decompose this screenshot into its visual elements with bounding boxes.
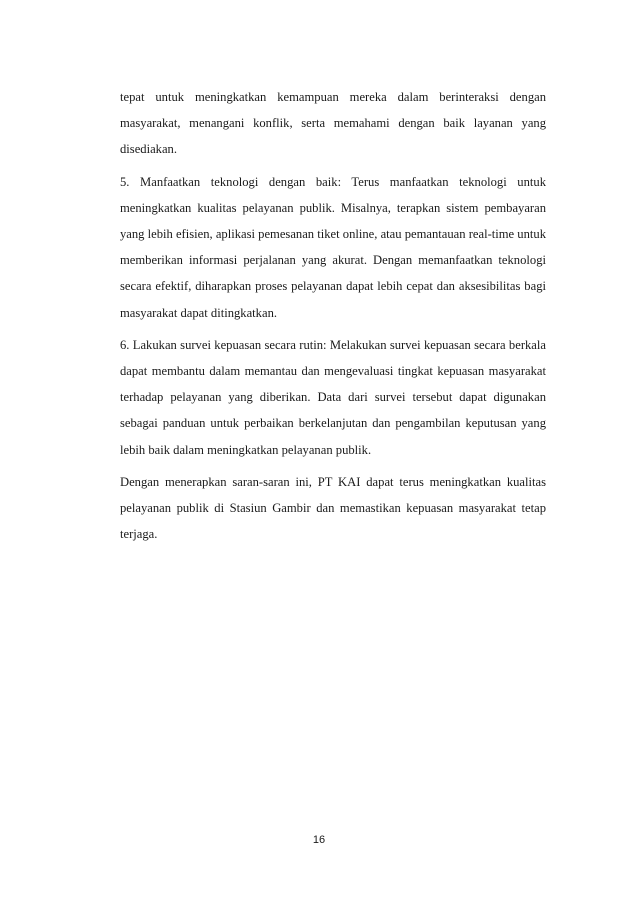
- page-body: [120, 84, 546, 553]
- paragraph-conclusion: Dengan menerapkan saran-saran ini, PT KAI dapat terus meningkatkan kualitas pelayanan publik di Stasiun Gambir dan memastikan kepuasan masyarakat tetap terjaga.: [120, 474, 546, 542]
- paragraph-item-5-technology: 5. Manfaatkan teknologi dengan baik: Terus manfaatkan teknologi untuk meningkatkan kualitas pelayanan publik. Misalnya, terapkan sistem pembayaran yang lebih efisien, aplikasi pemesanan tiket online, atau pemantauan real-time untuk memberikan informasi perjalanan yang akurat. Dengan memanfaatkan teknologi secara efektif, diharapkan proses pelayanan dapat lebih cepat dan aksesibilitas bagi masyarakat dapat ditingkatkan.: [120, 174, 546, 320]
- page-number: 16: [312, 834, 326, 846]
- paragraph-item-6-survey: 6. Lakukan survei kepuasan secara rutin: Melakukan survei kepuasan secara berkala dapat membantu dalam memantau dan mengevaluasi tingkat kepuasan masyarakat terhadap pelayanan yang diberikan. Data dari survei tersebut dapat digunakan sebagai panduan untuk perbaikan berkelanjutan dan pengambilan keputusan yang lebih baik dalam meningkatkan pelayanan publik.: [120, 337, 546, 457]
- paragraph-continuation: tepat untuk meningkatkan kemampuan mereka dalam berinteraksi dengan masyarakat, menangani konflik, serta memahami dengan baik layanan yang disediakan.: [120, 90, 546, 157]
